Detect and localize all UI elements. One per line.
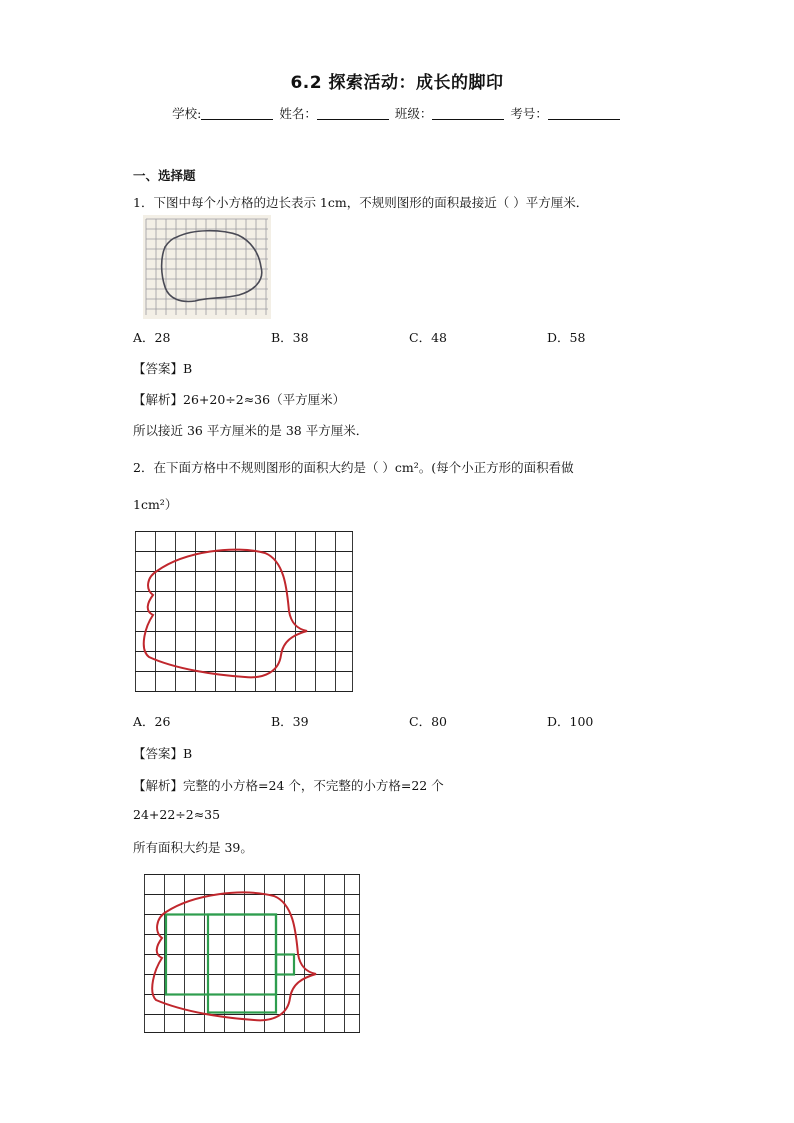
q2-solution-figure bbox=[144, 874, 362, 1034]
q2-figure bbox=[135, 531, 355, 693]
student-info-line bbox=[0, 104, 794, 122]
q2-option-b[interactable]: B．39 bbox=[271, 714, 309, 729]
school-label: 学校: bbox=[172, 106, 202, 121]
q2-solution-irregular-shape bbox=[152, 893, 316, 1021]
q2-calc: 24+22÷2≈35 bbox=[133, 807, 221, 822]
q2-solution-green-rect-small bbox=[276, 955, 294, 975]
q2-text-line2: 1cm²） bbox=[133, 497, 178, 512]
q1-analysis: 【解析】26+20÷2≈36（平方厘米） bbox=[133, 392, 346, 407]
q1-option-a[interactable]: A．28 bbox=[133, 330, 171, 345]
q2-conclusion: 所有面积大约是 39。 bbox=[133, 840, 253, 855]
page-title: 6.2 探索活动：成长的脚印 bbox=[290, 73, 504, 93]
class-label: 班级： bbox=[394, 106, 433, 121]
q2-solution-green-rect-lower bbox=[208, 915, 276, 1013]
q2-option-d[interactable]: D．100 bbox=[547, 714, 594, 729]
q2-irregular-shape bbox=[144, 550, 307, 678]
q1-conclusion: 所以接近 36 平方厘米的是 38 平方厘米． bbox=[133, 423, 369, 438]
exam-no-blank[interactable] bbox=[548, 107, 620, 120]
q2-option-a[interactable]: A．26 bbox=[133, 714, 171, 729]
q2-text-line1: 2．在下面方格中不规则图形的面积大约是（ ）cm²。(每个小正方形的面积看做 bbox=[133, 460, 574, 475]
q1-option-c[interactable]: C．48 bbox=[409, 330, 447, 345]
name-label: 姓名： bbox=[279, 106, 317, 121]
class-blank[interactable] bbox=[432, 107, 504, 120]
q1-option-d[interactable]: D．58 bbox=[547, 330, 586, 345]
q2-solution-grid bbox=[144, 874, 360, 1033]
q1-answer: 【答案】B bbox=[133, 361, 193, 376]
q2-answer: 【答案】B bbox=[133, 746, 193, 761]
school-blank[interactable] bbox=[201, 107, 273, 120]
section-heading: 一、选择题 bbox=[133, 168, 196, 183]
name-blank[interactable] bbox=[317, 107, 389, 120]
exam-no-label: 考号： bbox=[510, 106, 548, 121]
q2-solution-counted-regions bbox=[166, 915, 294, 1013]
q2-analysis: 【解析】完整的小方格=24 个，不完整的小方格=22 个 bbox=[133, 778, 444, 793]
q2-option-c[interactable]: C．80 bbox=[409, 714, 447, 729]
q1-text: 1．下图中每个小方格的边长表示 1cm，不规则图形的面积最接近（ ）平方厘米． bbox=[133, 195, 589, 210]
q1-figure bbox=[143, 215, 271, 319]
q1-option-b[interactable]: B．38 bbox=[271, 330, 309, 345]
q2-grid bbox=[135, 531, 353, 692]
